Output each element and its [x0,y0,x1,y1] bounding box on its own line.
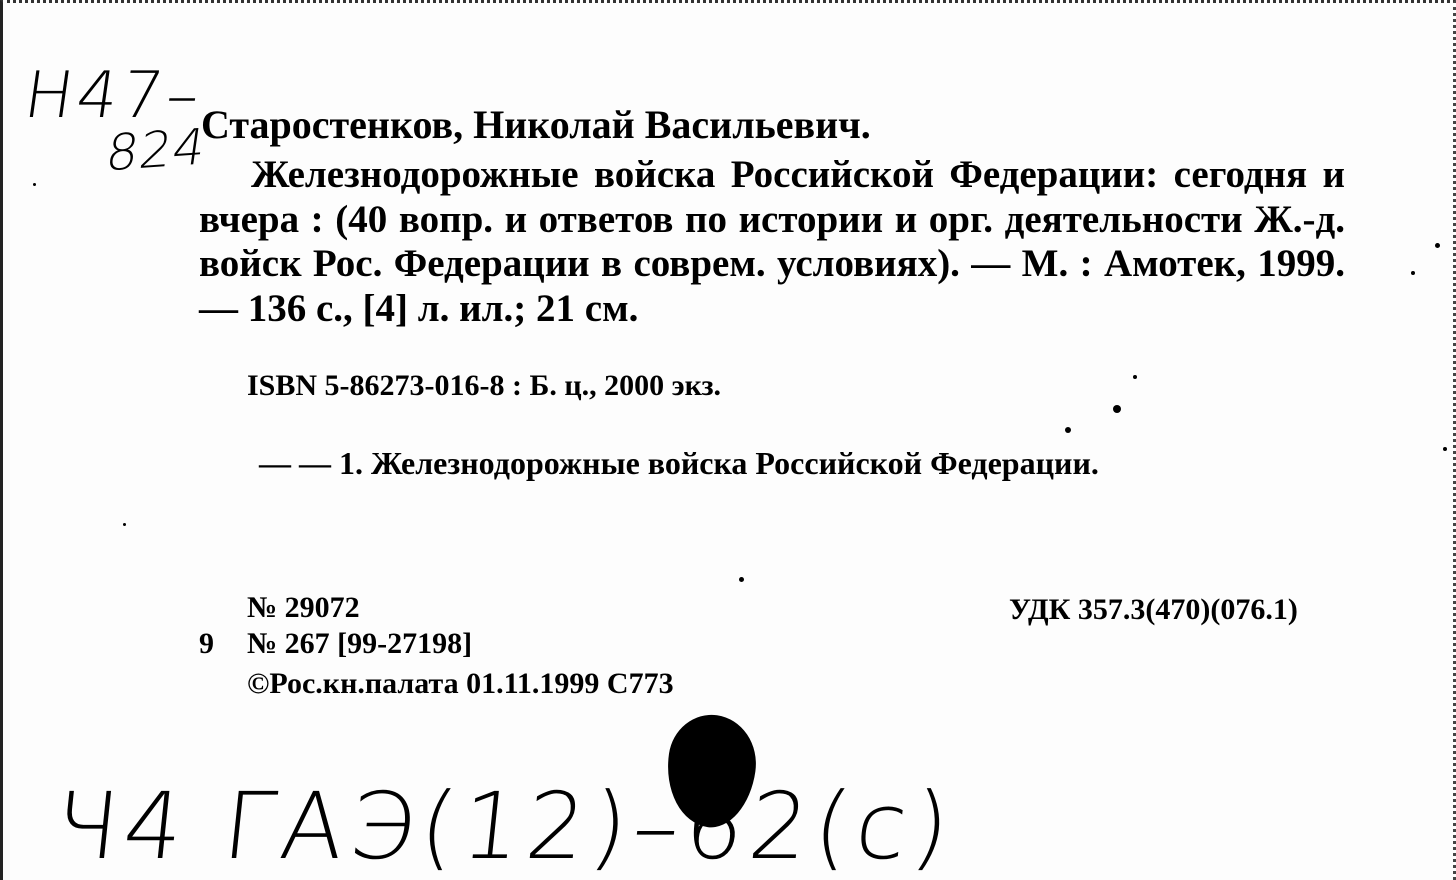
title-description [199,153,1345,331]
noise-speck [1411,271,1415,275]
noise-speck [1113,405,1121,413]
noise-speck [739,577,744,582]
registration-number-2: № 267 [99-27198] [247,627,473,660]
chamber-copyright-line: ©Рос.кн.палата 01.11.1999 С773 [247,667,674,700]
udk-classification: УДК 357.3(470)(076.1) [1009,593,1298,626]
title-description-text: Железнодорожные войска Российской Федерации: сегодня и вчера : (40 вопр. и ответов по истории и орг. деятельности Ж.-д. войск Рос. Федерации в соврем. условиях). — М. : Амотек, 1999. — 136 с., [4] л. ил.; 21 см. [199,153,1345,330]
handwritten-classification: Ч4 ГАЭ(12)–62(с) [49,773,961,880]
handwritten-shelfmark-line1: Н47– [19,59,208,133]
subject-heading: — — 1. Железнодорожные войска Российской Федерации. [259,445,1099,481]
handwritten-shelfmark-line2: 824 [102,117,211,183]
isbn-line: ISBN 5-86273-016-8 : Б. ц., 2000 экз. [247,369,722,402]
noise-speck [1133,375,1137,379]
noise-speck [33,183,36,186]
noise-speck [1435,243,1440,248]
left-margin-number: 9 [199,627,214,660]
noise-speck [1443,447,1447,451]
author-heading: Старостенков, Николай Васильевич. [201,102,871,147]
registration-number-1: № 29072 [247,591,360,624]
noise-speck [1065,427,1071,433]
noise-speck [123,523,126,526]
